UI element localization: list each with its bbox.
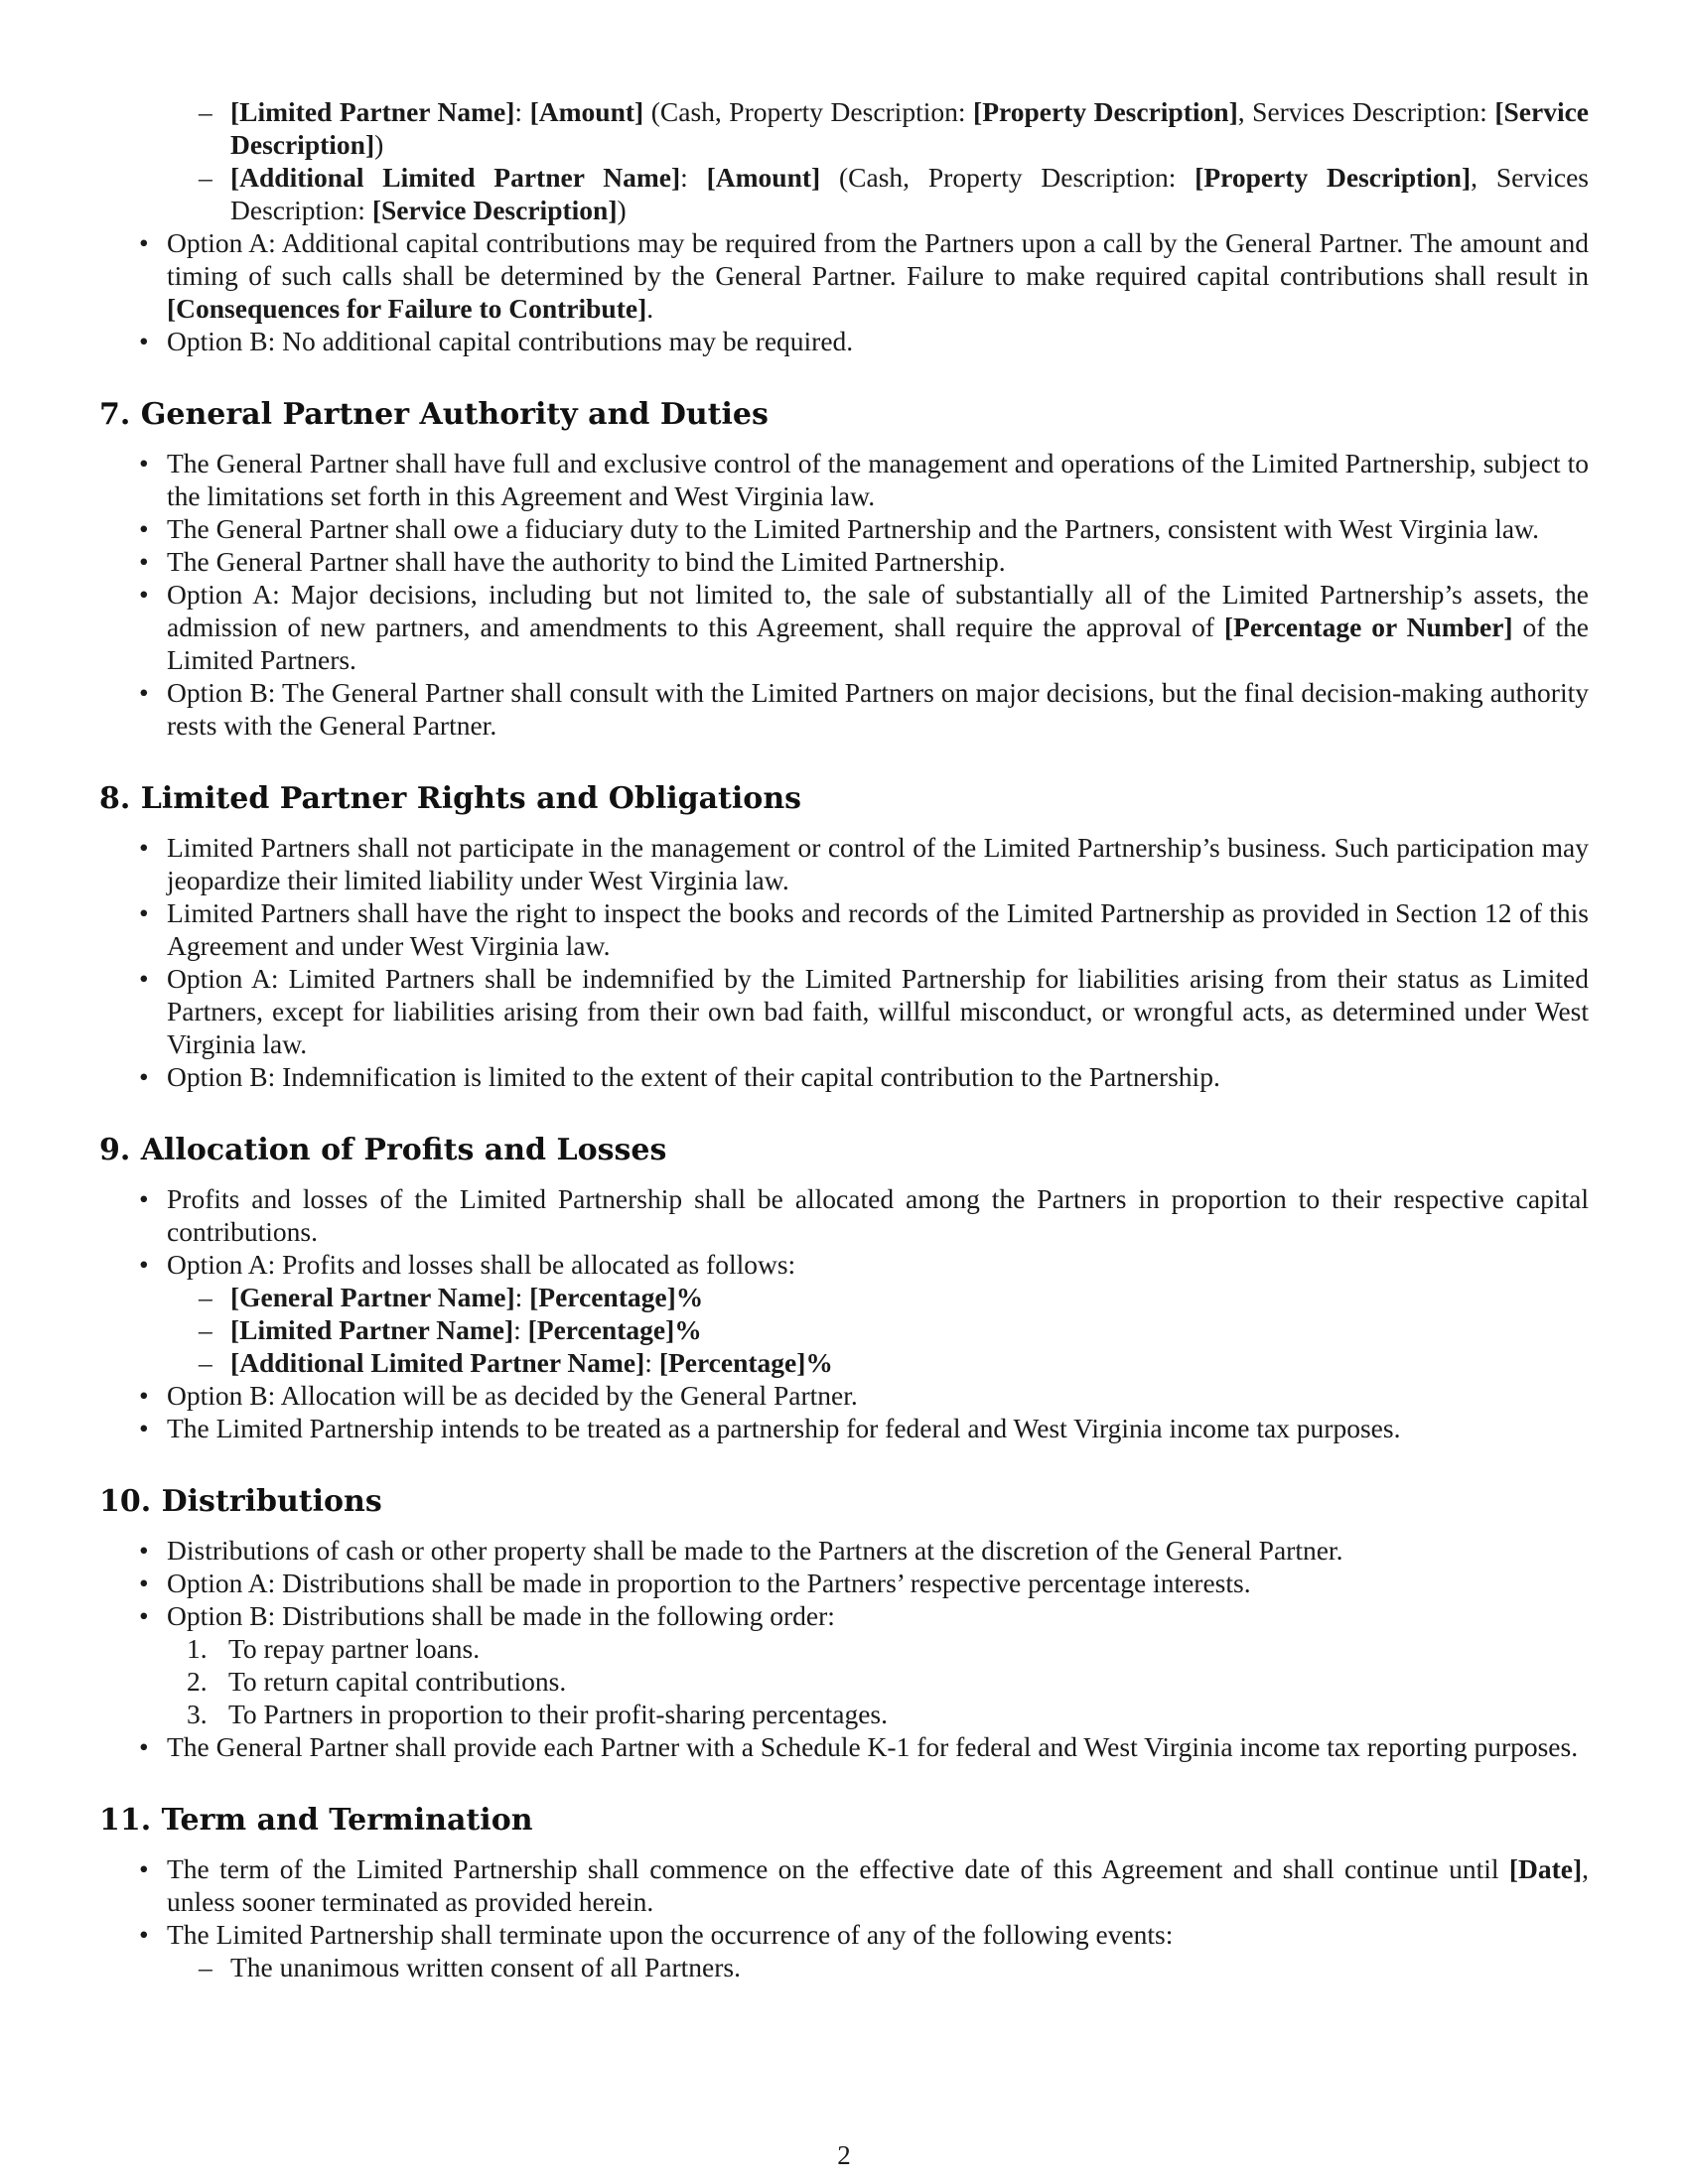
- ordered-item: 2. To return capital contributions.: [187, 1666, 567, 1697]
- property-description-placeholder: [Property Description]: [1195, 162, 1472, 193]
- service-description-placeholder: [Service Description]: [230, 96, 1589, 160]
- section-10: [99, 1482, 1589, 1763]
- list-item: • Distributions of cash or other property shall be made to the Partners at the discretion of the General Partner.: [99, 1534, 1589, 1567]
- list-item: • Limited Partners shall have the right to inspect the books and records of the Limited Partnership as provided in Section 12 of this Agreement and under West Virginia law.: [99, 896, 1589, 962]
- distribution-order-list: [99, 1632, 1589, 1730]
- section-11: [99, 1801, 1589, 1983]
- list-item: • Option B: Allocation will be as decided by the General Partner.: [99, 1379, 1589, 1412]
- list-item: • The General Partner shall have the authority to bind the Limited Partnership.: [99, 545, 1589, 578]
- contribution-list: [99, 95, 1589, 226]
- capital-contributions-continued: [99, 95, 1589, 357]
- section-11-title: 11. Term and Termination: [99, 1803, 533, 1838]
- list-item: • Option A: Profits and losses shall be allocated as follows: – [General Partner Name]: [Percentage]% – [Limited Partner Name]: [Percentage]% – [Additional Limited Partner Name]: [Percentage]%: [99, 1248, 1589, 1379]
- consequences-placeholder: [Consequences for Failure to Contribute]: [167, 293, 647, 324]
- section-9-list: [99, 1182, 1589, 1444]
- section-8: [99, 779, 1589, 1093]
- service-description-placeholder: [Service Description]: [371, 195, 618, 225]
- list-item: • The General Partner shall provide each Partner with a Schedule K-1 for federal and West Virginia income tax reporting purposes.: [99, 1730, 1589, 1763]
- percentage-or-number-placeholder: [Percentage or Number]: [1223, 612, 1513, 642]
- amount-placeholder: [Amount]: [529, 96, 644, 127]
- section-9: [99, 1131, 1589, 1444]
- document-page: [99, 95, 1589, 1983]
- contribution-additional-limited-partner: – [Additional Limited Partner Name]: [Amount] (Cash, Property Description: [Property Description], Services Description: [Service Description]): [99, 161, 1589, 226]
- allocation-item: – [Limited Partner Name]: [Percentage]%: [99, 1313, 1589, 1346]
- allocation-list: [99, 1281, 1589, 1379]
- allocation-item: – [General Partner Name]: [Percentage]%: [99, 1281, 1589, 1313]
- section-8-title: 8. Limited Partner Rights and Obligations: [99, 781, 802, 816]
- page-number: 2: [837, 2140, 851, 2170]
- capital-option-b: • Option B: No additional capital contributions may be required.: [99, 325, 1589, 357]
- list-item: • Profits and losses of the Limited Partnership shall be allocated among the Partners in proportion to their respective capital contributions.: [99, 1182, 1589, 1248]
- section-10-title: 10. Distributions: [99, 1484, 382, 1519]
- section-11-list: [99, 1852, 1589, 1983]
- list-item: • Option B: Distributions shall be made in the following order: 1. To repay partner loans. 2. To return capital contributions. 3. To Partners in proportion to their profit-sharing percentages.: [99, 1599, 1589, 1730]
- list-item: • The term of the Limited Partnership shall commence on the effective date of this Agreement and shall continue until [Date], unless sooner terminated as provided herein.: [99, 1852, 1589, 1918]
- list-item: • Option A: Major decisions, including but not limited to, the sale of substantially all of the Limited Partnership’s assets, the admission of new partners, and amendments to this Agreement, shall require the approval of [Percentage or Number] of the Limited Partners.: [99, 578, 1589, 676]
- section-7-title: 7. General Partner Authority and Duties: [99, 397, 769, 432]
- date-placeholder: [Date]: [1508, 1853, 1583, 1884]
- limited-partner-name-placeholder: [Limited Partner Name]: [230, 96, 515, 127]
- section-7-list: [99, 447, 1589, 742]
- allocation-item: – [Additional Limited Partner Name]: [Percentage]%: [99, 1346, 1589, 1379]
- capital-option-a: • Option A: Additional capital contributions may be required from the Partners upon a call by the General Partner. The amount and timing of such calls shall be determined by the General Partner. Failure to make required capital contributions shall result in [Consequences for Failure to Contribute].: [99, 226, 1589, 325]
- list-item: • Limited Partners shall not participate in the management or control of the Limited Partnership’s business. Such participation may jeopardize their limited liability under West Virginia law.: [99, 831, 1589, 896]
- section-8-list: [99, 831, 1589, 1093]
- ordered-item: 1. To repay partner loans.: [187, 1633, 481, 1664]
- termination-events-list: [99, 1951, 1589, 1983]
- list-item: • The General Partner shall have full and exclusive control of the management and operations of the Limited Partnership, subject to the limitations set forth in this Agreement and West Virginia law.: [99, 447, 1589, 512]
- amount-placeholder: [Amount]: [706, 162, 821, 193]
- ordered-item: 3. To Partners in proportion to their profit-sharing percentages.: [187, 1699, 889, 1729]
- list-item: • Option B: The General Partner shall consult with the Limited Partners on major decisions, but the final decision-making authority rests with the General Partner.: [99, 676, 1589, 742]
- section-10-list: [99, 1534, 1589, 1763]
- termination-event: – The unanimous written consent of all Partners.: [99, 1951, 1589, 1983]
- list-item: • The Limited Partnership shall terminate upon the occurrence of any of the following events: – The unanimous written consent of all Partners.: [99, 1918, 1589, 1983]
- list-item: • The Limited Partnership intends to be treated as a partnership for federal and West Virginia income tax purposes.: [99, 1412, 1589, 1444]
- contribution-limited-partner: – [Limited Partner Name]: [Amount] (Cash, Property Description: [Property Description], Services Description: [Service Description]): [99, 95, 1589, 161]
- additional-limited-partner-name-placeholder: [Additional Limited Partner Name]: [230, 162, 681, 193]
- list-item: • The General Partner shall owe a fiduciary duty to the Limited Partnership and the Partners, consistent with West Virginia law.: [99, 512, 1589, 545]
- list-item: • Option A: Limited Partners shall be indemnified by the Limited Partnership for liabilities arising from their status as Limited Partners, except for liabilities arising from their own bad faith, willful misconduct, or wrongful acts, as determined under West Virginia law.: [99, 962, 1589, 1060]
- list-item: • Option A: Distributions shall be made in proportion to the Partners’ respective percentage interests.: [99, 1567, 1589, 1599]
- capital-options-list: [99, 226, 1589, 357]
- section-7: [99, 395, 1589, 742]
- list-item: • Option B: Indemnification is limited to the extent of their capital contribution to the Partnership.: [99, 1060, 1589, 1093]
- section-9-title: 9. Allocation of Profits and Losses: [99, 1133, 667, 1167]
- property-description-placeholder: [Property Description]: [973, 96, 1238, 127]
